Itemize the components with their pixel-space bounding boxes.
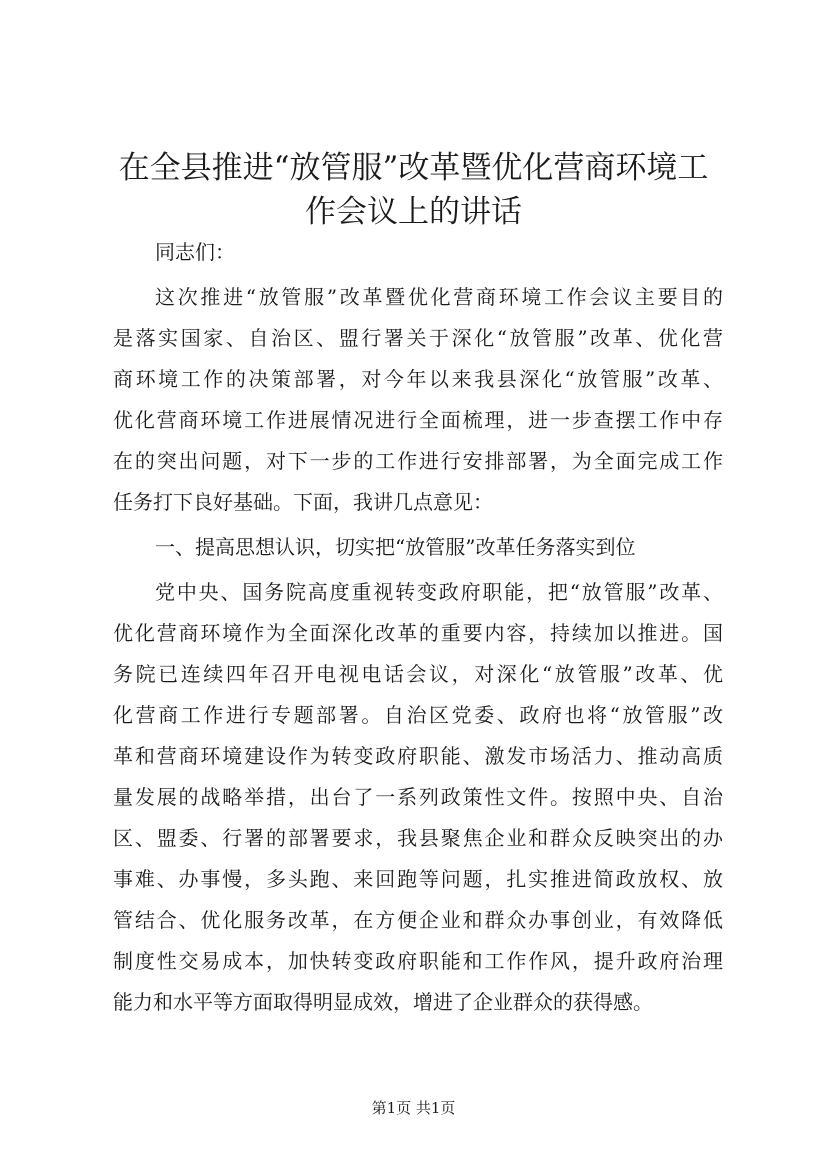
- paragraph-1-line-6: 任务打下良好基础。下面，我讲几点意见：: [113, 490, 493, 514]
- paragraph-2-line-4: 化营商工作进行专题部署。自治区党委、政府也将“放管服”改: [113, 703, 723, 727]
- paragraph-2-line-5: 革和营商环境建设作为转变政府职能、激发市场活力、推动高质: [113, 744, 723, 768]
- paragraph-1-line-3: 商环境工作的决策部署，对今年以来我县深化“放管服”改革、: [113, 367, 723, 391]
- paragraph-2-line-2: 优化营商环境作为全面深化改革的重要内容，持续加以推进。国: [113, 621, 723, 645]
- paragraph-2-line-3: 务院已连续四年召开电视电话会议，对深化“放管服”改革、优: [113, 662, 723, 686]
- section-heading-1: 一、提高思想认识，切实把“放管服”改革任务落实到位: [155, 535, 636, 559]
- paragraph-2-line-10: 制度性交易成本，加快转变政府职能和工作作风，提升政府治理: [113, 949, 723, 973]
- page-footer: 第1页 共1页: [371, 1099, 456, 1117]
- paragraph-1-line-2: 是落实国家、自治区、盟行署关于深化“放管服”改革、优化营: [113, 326, 723, 350]
- paragraph-2-line-8: 事难、办事慢，多头跑、来回跑等问题，扎实推进简政放权、放: [113, 867, 723, 891]
- paragraph-2-line-7: 区、盟委、行署的部署要求，我县聚焦企业和群众反映突出的办: [113, 826, 723, 850]
- paragraph-2-line-9: 管结合、优化服务改革，在方便企业和群众办事创业，有效降低: [113, 908, 723, 932]
- paragraph-1-line-1: 这次推进“放管服”改革暨优化营商环境工作会议主要目的: [155, 285, 723, 309]
- paragraph-1-line-5: 在的突出问题，对下一步的工作进行安排部署，为全面完成工作: [113, 449, 723, 473]
- document-title-line-1: 在全县推进“放管服”改革暨优化营商环境工: [118, 150, 709, 186]
- document-title-line-2: 作会议上的讲话: [305, 194, 522, 230]
- paragraph-2-line-6: 量发展的战略举措，出台了一系列政策性文件。按照中央、自治: [113, 785, 723, 809]
- paragraph-1-line-4: 优化营商环境工作进展情况进行全面梳理，进一步查摆工作中存: [113, 408, 723, 432]
- paragraph-2-line-11: 能力和水平等方面取得明显成效，增进了企业群众的获得感。: [113, 990, 653, 1014]
- paragraph-2-line-1: 党中央、国务院高度重视转变政府职能，把“放管服”改革、: [155, 580, 723, 604]
- salutation: 同志们：: [155, 240, 235, 264]
